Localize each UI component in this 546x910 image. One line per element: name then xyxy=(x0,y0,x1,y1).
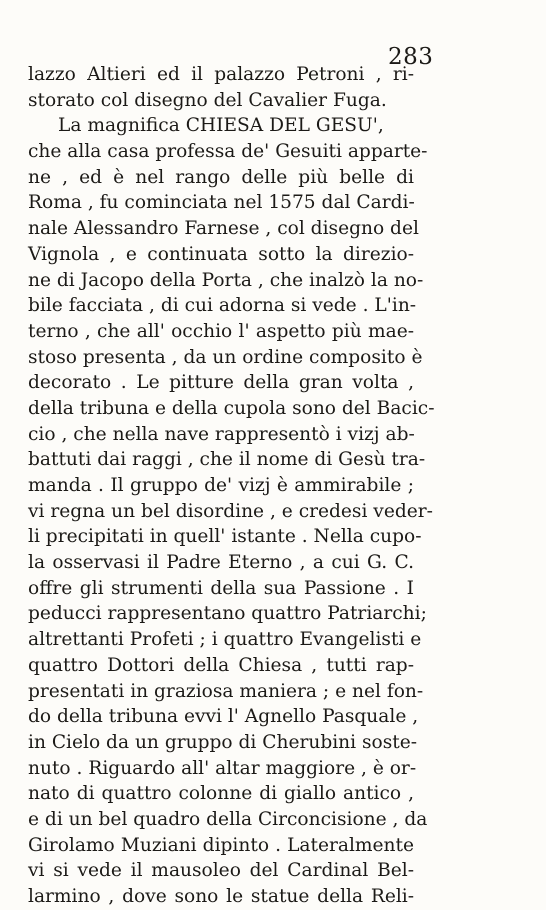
text-line-paragraph-start: La magnifica CHIESA DEL GESU', xyxy=(58,115,384,137)
text-line: terno , che all' occhio l' aspetto più mae- xyxy=(28,320,414,342)
text-line: do della tribuna evvi l' Agnello Pasquale , xyxy=(28,706,419,728)
text-line: presentati in graziosa maniera ; e nel fon- xyxy=(28,680,424,702)
text-line: ne di Jacopo della Porta , che inalzò la no- xyxy=(28,269,424,291)
text-line: battuti dai raggi , che il nome di Gesù tra- xyxy=(28,449,426,471)
text-line: lazzo Altieri ed il palazzo Petroni , ri- xyxy=(28,64,414,85)
text-line: nato di quattro colonne di giallo antico , xyxy=(28,783,414,805)
text-line: stoso presenta , da un ordine composito è xyxy=(28,346,423,368)
text-line: vi si vede il mausoleo del Cardinal Bel- xyxy=(28,860,414,882)
text-line: della tribuna e della cupola sono del Bacic- xyxy=(28,397,435,419)
body-text xyxy=(28,62,435,910)
text-line: storato col disegno del Cavalier Fuga. xyxy=(28,89,387,111)
text-line: in Cielo da un gruppo di Cherubini soste- xyxy=(28,731,418,753)
text-line: vi regna un bel disordine , e credesi veder- xyxy=(28,500,433,522)
text-line: Vignola , e continuata sotto la direzio- xyxy=(28,243,414,265)
text-line: ne , ed è nel rango delle più belle di xyxy=(28,166,414,188)
text-line: Roma , fu cominciata nel 1575 dal Cardi- xyxy=(28,192,415,214)
text-line: cio , che nella nave rappresentò i vizj ab- xyxy=(28,423,415,445)
text-line: e di un bel quadro della Circoncisione , da xyxy=(28,808,428,830)
text-line: quattro Dottori della Chiesa , tutti rap- xyxy=(28,654,414,676)
text-line: nuto . Riguardo all' altar maggiore , è or- xyxy=(28,757,417,779)
text-line: la osservasi il Padre Eterno , a cui G. C. xyxy=(28,552,414,574)
text-line: Girolamo Muziani dipinto . Lateralmente xyxy=(28,834,414,856)
text-line: larmino , dove sono le statue della Reli- xyxy=(28,886,414,907)
text-line: manda . Il gruppo de' vizj è ammirabile ; xyxy=(28,475,414,496)
text-line: li precipitati in quell' istante . Nella cupo- xyxy=(28,526,422,548)
text-line: nale Alessandro Farnese , col disegno del xyxy=(28,218,419,240)
text-line: altrettanti Profeti ; i quattro Evangelisti e xyxy=(28,629,422,651)
text-line: bile facciata , di cui adorna si vede . L'in- xyxy=(28,295,417,317)
text-line: decorato . Le pitture della gran volta , xyxy=(28,372,414,394)
text-line: che alla casa professa de' Gesuiti apparte- xyxy=(28,141,428,163)
page-number: 283 xyxy=(388,44,434,70)
text-line: peducci rappresentano quattro Patriarchi; xyxy=(28,603,427,625)
text-line: offre gli strumenti della sua Passione . I xyxy=(28,577,414,599)
